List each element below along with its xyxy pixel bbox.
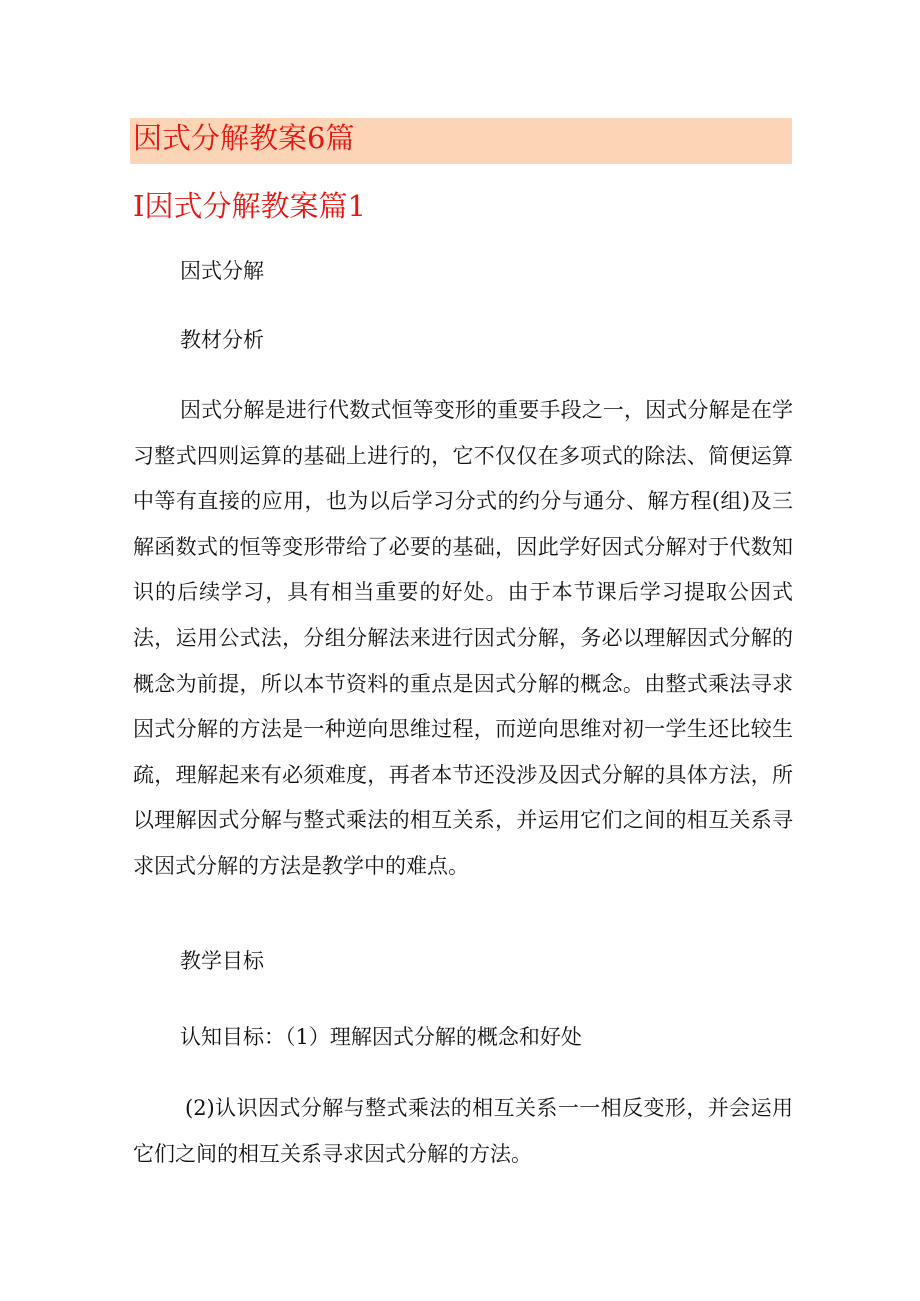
goal-item-1: 认知目标：（1）理解因式分解的概念和好处 [180,1025,582,1049]
analysis-paragraph: 因式分解是进行代数式恒等变形的重要手段之一，因式分解是在学习整式四则运算的基础上进行的，它不仅仅在多项式的除法、简便运算中等有直接的应用，也为以后学习分式的约分与通分、解方程(组)及三解函数式的恒等变形带给了必要的基础，因此学好因式分解对于代数知识的后续学习，具有相当重要的好处。由于本节课后学习提取公因式法，运用公式法，分组分解法来进行因式分解，务必以理解因式分解的概念为前提，所以本节资料的重点是因式分解的概念。由整式乘法寻求因式分解的方法是一种逆向思维过程，而逆向思维对初一学生还比较生疏，理解起来有必须难度，再者本节还没涉及因式分解的具体方法，所以理解因式分解与整式乘法的相互关系，并运用它们之间的相互关系寻求因式分解的方法是教学中的难点。 [133,398,793,878]
goal-item-2: (2)认识因式分解与整式乘法的相互关系一一相反变形，并会运用它们之间的相互关系寻求因式分解的方法。 [133,1096,793,1166]
topic-label: 因式分解 [180,259,264,283]
document-title: 因式分解教案6篇 [133,121,355,155]
analysis-heading: 教材分析 [180,328,264,352]
goals-heading: 教学目标 [180,949,264,973]
section-heading: I因式分解教案篇1 [133,189,366,223]
